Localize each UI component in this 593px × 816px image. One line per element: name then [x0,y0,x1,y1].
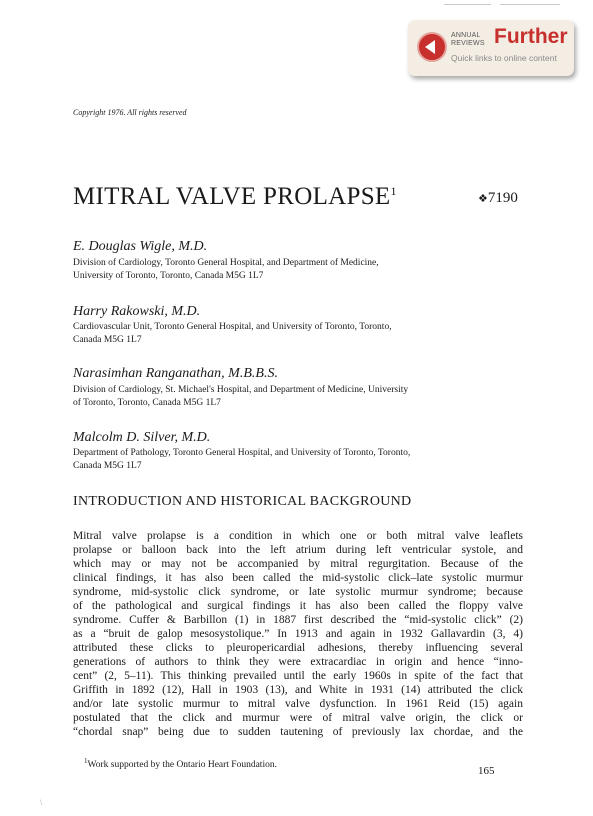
brand-line-2: REVIEWS [451,40,485,47]
author-name: Malcolm D. Silver, M.D. [73,430,211,445]
body-line: cent” (2, 5–11). This thinking prevailed until the early 1960s in spite of the fact that [73,670,523,682]
body-line: which may or may not be accompanied by mitral regurgitation. Because of the [73,558,523,570]
body-line: syndrome, mid-systolic click syndrome, or late systolic murmur syndrome; because [73,586,523,598]
page-number: 165 [478,765,495,777]
body-line: postulated that the click and murmur were of mitral valve origin, the click or [73,712,523,724]
affiliation-line: Cardiovascular Unit, Toronto General Hospital, and University of Toronto, Toronto, [73,322,392,332]
body-line: and/or late systolic murmur to mitral valve dysfunction. In 1961 Reid (15) again [73,698,523,710]
body-line: syndrome. Cuffer & Barbillon (1) in 1887 first described the “mid-systolic click” (2) [73,614,523,626]
affiliation-line: Department of Pathology, Toronto General Hospital, and University of Toronto, Toronto, [73,448,411,458]
body-line: Griffith in 1892 (12), Hall in 1903 (13), and White in 1931 (14) attributed the click [73,684,523,696]
footnote-text: Work supported by the Ontario Heart Foundation. [87,760,277,771]
footnote-mark: 1 [84,757,88,765]
body-line: as a “bruit de galop mesosystolique.” In 1913 and again in 1932 Gallavardin (3, 4) [73,628,523,640]
section-heading: INTRODUCTION AND HISTORICAL BACKGROUND [73,494,412,509]
brand-line-1: ANNUAL [451,32,481,39]
author-affiliation [73,384,523,410]
body-text [73,529,523,739]
footnote [84,757,277,770]
further-title[interactable]: Further [494,25,568,48]
article-code-number: 7190 [487,190,518,206]
affiliation-line: Division of Cardiology, St. Michael's Hospital, and Department of Medicine, University [73,385,409,395]
author-affiliation [73,321,523,347]
annual-reviews-logo [451,32,491,48]
author-name: Harry Rakowski, M.D. [73,304,201,319]
body-line: attributed these clicks to pleuropericardial adhesions, thereby influencing several [73,642,523,654]
affiliation-line: Division of Cardiology, Toronto General Hospital, and Department of Medicine, [73,258,379,268]
body-line: prolapse or balloon back into the left atrium during left ventricular systole, and [73,544,523,556]
diamond-icon: ❖ [478,193,488,205]
body-line: Mitral valve prolapse is a condition in which one or both mitral valve leaflets [73,530,523,542]
body-line: generations of authors to think they were extracardiac in origin and hence “inno- [73,656,523,668]
author-name: E. Douglas Wigle, M.D. [73,239,208,254]
body-line: clinical findings, it has also been called the mid-systolic click–late systolic murmur [73,572,523,584]
affiliation-line: Canada M5G 1L7 [73,461,142,471]
affiliation-line: Canada M5G 1L7 [73,335,142,345]
margin-mark: \ [40,798,43,807]
further-widget[interactable] [408,20,574,76]
body-line: of the pathological and surgical findings it has also been called the floppy valve [73,600,523,612]
top-rule-left [444,4,491,5]
affiliation-line: University of Toronto, Toronto, Canada M5G 1L7 [73,271,264,281]
article-title [73,183,473,211]
top-rule-right [500,4,560,5]
title-footnote-mark[interactable]: 1 [390,184,397,198]
body-line: “chordal snap” being due to sudden tautening of previously lax chordae, and the [73,726,523,738]
article-code [478,190,518,207]
author-name: Narasimhan Ranganathan, M.B.B.S. [73,366,278,381]
affiliation-line: of Toronto, Toronto, Canada M5G 1L7 [73,398,221,408]
author-affiliation [73,447,523,473]
author-affiliation [73,257,523,283]
article-title-text: MITRAL VALVE PROLAPSE [73,183,391,210]
arrow-left-icon[interactable] [417,32,447,62]
copyright-notice: Copyright 1976. All rights reserved [73,108,187,117]
further-subtitle[interactable]: Quick links to online content [451,53,557,63]
